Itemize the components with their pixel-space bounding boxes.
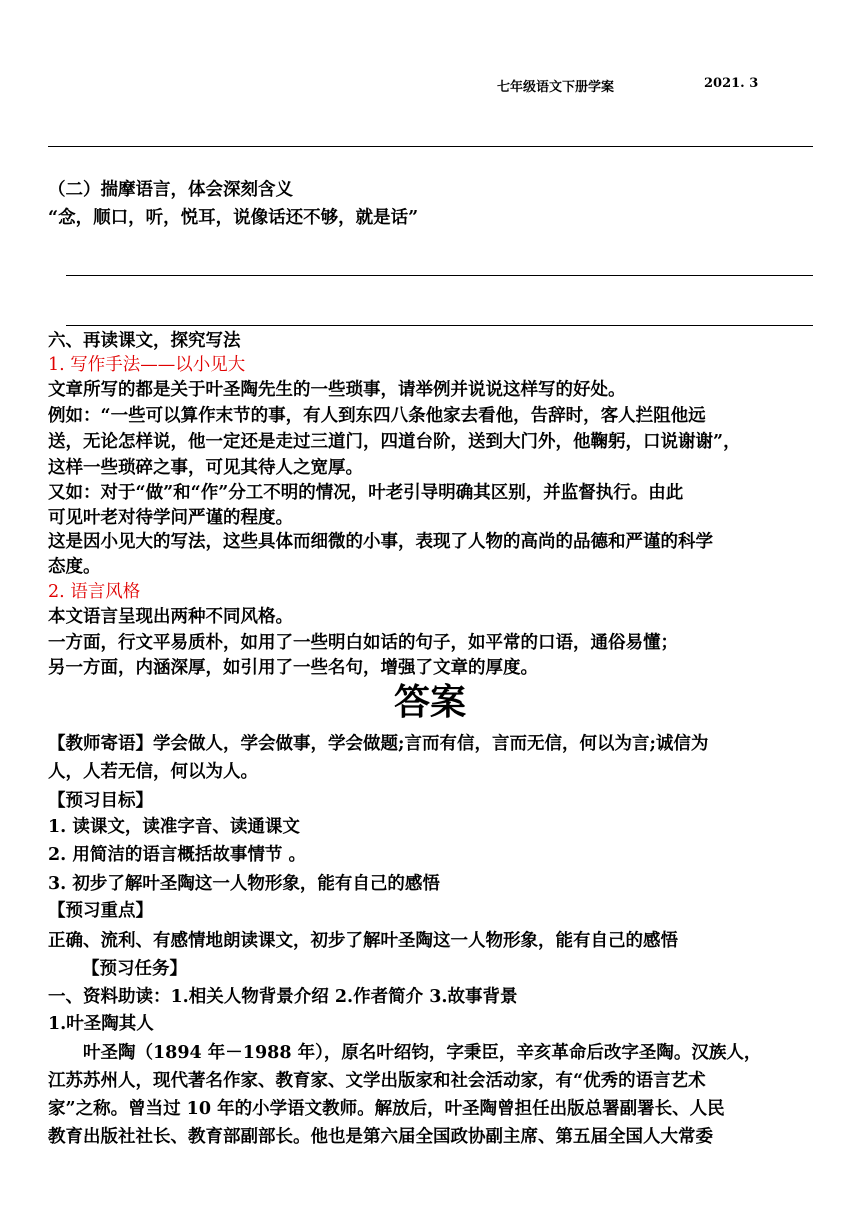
bio-line: 教育出版社社长、教育部副部长。他也是第六届全国政协副主席、第五届全国人大常委 [48, 1127, 713, 1147]
bio-line: 江苏苏州人，现代著名作家、教育家、文学出版家和社会活动家，有“优秀的语言艺术 [48, 1071, 706, 1091]
teacher-motto: 人，人若无信，何以为人。 [48, 762, 258, 782]
body-line: 又如：对于“做”和“作”分工不明的情况，叶老引导明确其区别，并监督执行。由此 [48, 483, 684, 503]
section2-heading: （二）揣摩语言，体会深刻含义 [48, 180, 293, 200]
body-line: 态度。 [48, 557, 101, 577]
section6-sub2: 2. 语言风格 [48, 582, 141, 602]
bio-line: 叶圣陶（1894 年－1988 年），原名叶绍钧，字秉臣，辛亥革命后改字圣陶。汉族人， [48, 1043, 762, 1063]
focus-heading: 【预习重点】 [48, 901, 153, 921]
body-line: 送，无论怎样说，他一定还是走过三道门，四道台阶，送到大门外，他鞠躬，口说谢谢”， [48, 432, 741, 452]
section6-heading: 六、再读课文，探究写法 [48, 331, 241, 351]
section6-sub1: 1. 写作手法——以小见大 [48, 355, 246, 375]
goal-item: 3. 初步了解叶圣陶这一人物形象，能有自己的感悟 [48, 874, 440, 894]
bio-line: 家”之称。曾当过 10 年的小学语文教师。解放后，叶圣陶曾担任出版总署副署长、人民 [48, 1099, 725, 1119]
bio-heading: 1.叶圣陶其人 [48, 1014, 154, 1034]
goal-item: 1. 读课文，读准字音、读通课文 [48, 817, 300, 837]
tasks-heading: 【预习任务】 [82, 959, 187, 979]
focus-text: 正确、流利、有感情地朗读课文，初步了解叶圣陶这一人物形象，能有自己的感悟 [48, 931, 678, 951]
body-line: 可见叶老对待学问严谨的程度。 [48, 508, 293, 528]
answer-title: 答案 [393, 681, 466, 723]
header-date: 2021. 3 [704, 76, 759, 91]
body-line: 这样一些琐碎之事，可见其待人之宽厚。 [48, 458, 363, 478]
body-line: 另一方面，内涵深厚，如引用了一些名句，增强了文章的厚度。 [48, 658, 538, 678]
answer-line-2 [66, 325, 813, 326]
task-1: 一、资料助读：1.相关人物背景介绍 2.作者简介 3.故事背景 [48, 987, 518, 1007]
body-line: 本文语言呈现出两种不同风格。 [48, 607, 293, 627]
goals-heading: 【预习目标】 [48, 791, 153, 811]
answer-line-1 [66, 275, 813, 276]
body-line: 这是因小见大的写法，这些具体而细微的小事，表现了人物的高尚的品德和严谨的科学 [48, 532, 713, 552]
header-course: 七年级语文下册学案 [497, 80, 615, 95]
body-line: 例如：“一些可以算作末节的事，有人到东四八条他家去看他，告辞时，客人拦阻他远 [48, 406, 706, 426]
header-rule [48, 146, 813, 147]
body-line: 文章所写的都是关于叶圣陶先生的一些琐事，请举例并说说这样写的好处。 [48, 380, 626, 400]
body-line: 一方面，行文平易质朴，如用了一些明白如话的句子，如平常的口语，通俗易懂； [48, 633, 678, 653]
section2-quote: “念，顺口，听，悦耳，说像话还不够，就是话” [48, 208, 419, 228]
goal-item: 2. 用简洁的语言概括故事情节 。 [48, 845, 306, 865]
teacher-motto: 【教师寄语】学会做人，学会做事，学会做题;言而有信，言而无信，何以为言;诚信为 [48, 734, 709, 754]
